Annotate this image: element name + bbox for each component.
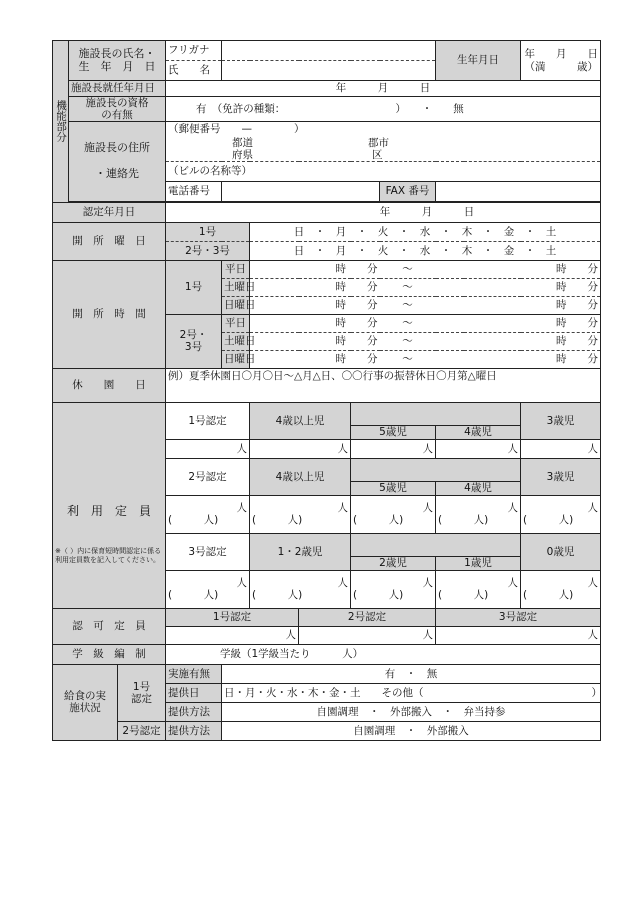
form-table <box>52 40 601 741</box>
fax-label: FAX 番号 <box>380 181 436 201</box>
approved-label: 認 可 定 員 <box>53 608 166 644</box>
tel-field[interactable] <box>222 181 380 201</box>
cert-date-field[interactable]: 年 月 日 <box>166 202 601 222</box>
cap2-h3: 3歳児 <box>521 458 601 495</box>
open-days-row2-field[interactable]: 日 ・ 月 ・ 火 ・ 水 ・ 木 ・ 金 ・ 土 <box>250 241 601 260</box>
meals-days-label: 提供日 <box>166 683 222 702</box>
cap3-2-val[interactable]: 人 ( 人) <box>351 570 436 608</box>
cap1-4-val[interactable]: 人 <box>436 439 521 458</box>
cap3-12-val[interactable]: 人 ( 人) <box>250 570 351 608</box>
meals-days-field[interactable]: 日・月・火・水・木・金・土 その他（ ） <box>222 683 601 702</box>
cap1-3-val[interactable]: 人 <box>521 439 601 458</box>
cap1-label: 1号認定 <box>166 402 250 439</box>
postal-field[interactable]: （郵便番号 — ） <box>166 122 601 137</box>
capacity-label-cell <box>53 402 166 608</box>
director-name-label: 施設長の氏名・ 生 年 月 日 <box>69 41 166 81</box>
capacity-label: 利 用 定 員 <box>66 504 151 519</box>
cap2-total[interactable]: 人 ( 人) <box>166 495 250 533</box>
cap2-3-val[interactable]: 人 ( 人) <box>521 495 601 533</box>
hours-g2-r2-tilde: ～ <box>380 332 436 350</box>
capacity-note: ※（ ）内に保育短時間認定に係る利用定員数を記入してください。 <box>55 547 162 565</box>
tel-label: 電話番号 <box>166 181 222 201</box>
cap3-h0: 0歳児 <box>521 533 601 570</box>
hours-g2-r3-start[interactable]: 時 分 <box>250 350 380 368</box>
holidays-field[interactable]: 例）夏季休園日〇月〇日～△月△日、〇〇行事の振替休日〇月第△曜日 <box>166 368 601 402</box>
approved-3-val[interactable]: 人 <box>436 626 601 644</box>
meals-impl-label: 実施有無 <box>166 664 222 683</box>
meals-label: 給食の実 施状況 <box>53 664 118 740</box>
approved-h1: 1号認定 <box>166 608 299 626</box>
hours-g2-r3-tilde: ～ <box>380 350 436 368</box>
hours-group2-label: 2号・ 3号 <box>166 314 222 368</box>
cap2-h5: 5歳児 <box>351 481 436 495</box>
approved-2-val[interactable]: 人 <box>299 626 436 644</box>
tenure-label: 施設長就任年月日 <box>69 81 166 97</box>
cap3-label: 3号認定 <box>166 533 250 570</box>
cap2-over4: 4歳以上児 <box>250 458 351 495</box>
meals-method-field[interactable]: 自園調理 ・ 外部搬入 ・ 弁当持参 <box>222 702 601 721</box>
cap2-5-val[interactable]: 人 ( 人) <box>351 495 436 533</box>
cap3-h1: 1歳児 <box>436 556 521 570</box>
hours-g1-day1: 平日 <box>222 260 250 278</box>
hours-g1-r1-start[interactable]: 時 分 <box>250 260 380 278</box>
ku-label: 区 <box>372 148 383 161</box>
cap1-over4: 4歳以上児 <box>250 402 351 439</box>
hours-g1-r1-tilde: ～ <box>380 260 436 278</box>
cap1-total[interactable]: 人 <box>166 439 250 458</box>
cap1-over4-val[interactable]: 人 <box>250 439 351 458</box>
meals-method-label: 提供方法 <box>166 702 222 721</box>
shimei-label: 氏 名 <box>166 61 222 81</box>
furigana-field[interactable] <box>222 41 436 61</box>
hours-g1-day3: 日曜日 <box>222 296 250 314</box>
cap3-0-val[interactable]: 人 ( 人) <box>521 570 601 608</box>
cap2-over4-val[interactable]: 人 ( 人) <box>250 495 351 533</box>
open-days-label: 開 所 曜 日 <box>53 222 166 260</box>
hours-g2-r1-start[interactable]: 時 分 <box>250 314 380 332</box>
hours-g2-r3-end[interactable]: 時 分 <box>436 350 601 368</box>
hours-g2-r2-end[interactable]: 時 分 <box>436 332 601 350</box>
meals-method2-label: 提供方法 <box>166 721 222 740</box>
hours-g2-r1-tilde: ～ <box>380 314 436 332</box>
hours-g2-day1: 平日 <box>222 314 250 332</box>
classes-label: 学 級 編 制 <box>53 644 166 664</box>
facility-form <box>52 40 600 741</box>
approved-h3: 3号認定 <box>436 608 601 626</box>
meals-method2-field[interactable]: 自園調理 ・ 外部搬入 <box>222 721 601 740</box>
hours-g2-day3: 日曜日 <box>222 350 250 368</box>
cap2-h4: 4歳児 <box>436 481 521 495</box>
cap1-top-pad <box>351 402 521 415</box>
hours-g1-r3-tilde: ～ <box>380 296 436 314</box>
building-field[interactable]: （ビルの名称等） <box>166 161 601 181</box>
cap1-h5: 5歳児 <box>351 425 436 439</box>
approved-h2: 2号認定 <box>299 608 436 626</box>
hours-g1-r2-start[interactable]: 時 分 <box>250 278 380 296</box>
cap2-4-val[interactable]: 人 ( 人) <box>436 495 521 533</box>
meals-group1-label: 1号 認定 <box>118 664 166 721</box>
hours-g1-r3-start[interactable]: 時 分 <box>250 296 380 314</box>
holidays-label: 休 園 日 <box>53 368 166 402</box>
qualification-field[interactable]: 有 （免許の種類： ） ・ 無 <box>166 97 601 122</box>
hours-g1-day2: 土曜日 <box>222 278 250 296</box>
hours-g1-r2-tilde: ～ <box>380 278 436 296</box>
hours-group1-label: 1号 <box>166 260 222 314</box>
hours-g1-r1-end[interactable]: 時 分 <box>436 260 601 278</box>
fax-field[interactable] <box>436 181 601 201</box>
open-days-row1-field[interactable]: 日 ・ 月 ・ 火 ・ 水 ・ 木 ・ 金 ・ 土 <box>250 222 601 241</box>
pref-label-2: 府県 <box>232 148 253 161</box>
meals-impl-field[interactable]: 有 ・ 無 <box>222 664 601 683</box>
name-field[interactable] <box>222 61 436 81</box>
cap1-h4: 4歳児 <box>436 425 521 439</box>
hours-g2-r1-end[interactable]: 時 分 <box>436 314 601 332</box>
approved-1-val[interactable]: 人 <box>166 626 299 644</box>
open-days-row1-label: 1号 <box>166 222 250 241</box>
cap3-total[interactable]: 人 ( 人) <box>166 570 250 608</box>
birth-label: 生年月日 <box>436 41 521 81</box>
cap1-h3: 3歳児 <box>521 402 601 439</box>
prefecture-field[interactable] <box>166 137 601 162</box>
pref-label-1: 都道 <box>232 136 253 149</box>
section-label: 機能部分 <box>53 41 69 203</box>
cap3-h12: 1・2歳児 <box>250 533 351 570</box>
hours-g2-r2-start[interactable]: 時 分 <box>250 332 380 350</box>
hours-g1-r2-end[interactable]: 時 分 <box>436 278 601 296</box>
meals-group2-label: 2号認定 <box>118 721 166 740</box>
address-label: 施設長の住所 ・連絡先 <box>69 122 166 202</box>
cert-date-label: 認定年月日 <box>53 202 166 222</box>
open-hours-label: 開 所 時 間 <box>53 260 166 368</box>
cap3-1-val[interactable]: 人 ( 人) <box>436 570 521 608</box>
hours-g2-day2: 土曜日 <box>222 332 250 350</box>
cap2-label: 2号認定 <box>166 458 250 495</box>
furigana-label: フリガナ <box>166 41 222 61</box>
cap1-5-val[interactable]: 人 <box>351 439 436 458</box>
tenure-field[interactable]: 年 月 日 <box>166 81 601 97</box>
cap3-h2: 2歳児 <box>351 556 436 570</box>
birth-field[interactable]: 年 月 日 （満 歳） <box>521 41 601 81</box>
hours-g1-r3-end[interactable]: 時 分 <box>436 296 601 314</box>
classes-field[interactable]: 学級（1学級当たり 人） <box>166 644 601 664</box>
qualification-label: 施設長の資格 の有無 <box>69 97 166 122</box>
gun-label: 郡市 <box>368 136 389 149</box>
open-days-row2-label: 2号・3号 <box>166 241 250 260</box>
